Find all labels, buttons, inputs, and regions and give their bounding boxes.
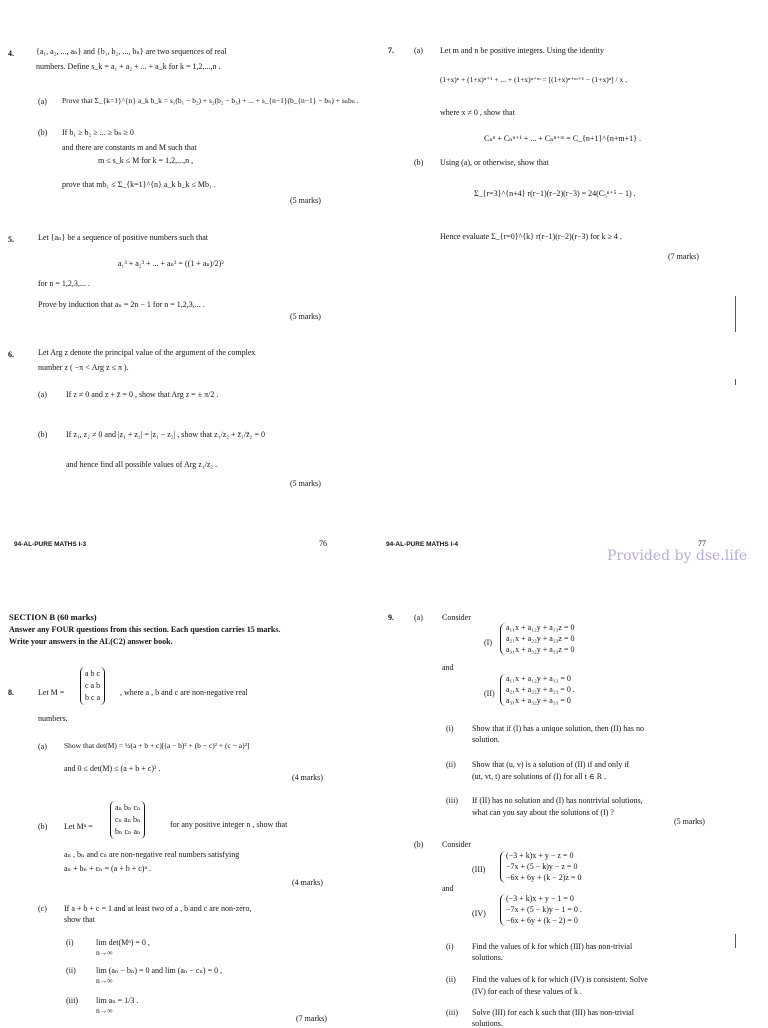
footer-left-code: 94-AL-PURE MATHS I-3 [14, 541, 87, 548]
matrix-row: c a b [85, 681, 101, 690]
q8ci-limsub: n→∞ [96, 948, 113, 957]
footer-left-page: 76 [319, 539, 327, 548]
q5-equation: a₁³ + a₂³ + ... + aₙ³ = ((1 + aₙ)/2)² [118, 259, 224, 268]
q7-number: 7. [388, 46, 394, 55]
q9-system-II [500, 674, 575, 706]
matrix-row: b c a [85, 693, 101, 702]
section-b-title: SECTION B (60 marks) [9, 612, 97, 622]
q9-system-IV [500, 894, 582, 926]
q5-marks: (5 marks) [290, 312, 321, 321]
q9-system-II-label: (II) [484, 689, 495, 698]
q8b-marks: (4 marks) [292, 878, 323, 887]
q6b-label: (b) [38, 430, 48, 439]
q9aiii-line2: what can you say about the solutions of (I) ? [472, 808, 614, 817]
q8ciii-label: (iii) [66, 996, 78, 1005]
q8b-line2: aₙ , bₙ and cₙ are non-negative real numbers satisfying [64, 850, 240, 859]
q9aii-label: (ii) [446, 760, 456, 769]
q6b-text2: and hence find all possible values of Arg z₁/z₂ . [66, 460, 218, 469]
scan-mark [735, 934, 736, 948]
q6-marks: (5 marks) [290, 479, 321, 488]
q9biii-line1: Solve (III) for each k such that (III) has non-trivial [472, 1008, 634, 1017]
equation: a₁₁x + a₁₂y + a₁₃ = 0 [506, 674, 571, 683]
q7b-line2: Hence evaluate Σ_{r=0}^{k} r(r−1)(r−2)(r−3) for k ≥ 4 . [440, 232, 622, 241]
q7a-line1: Let m and n be positive integers. Using the identity [440, 46, 604, 55]
q7a-line2: where x ≠ 0 , show that [440, 108, 515, 117]
scan-mark [735, 379, 736, 385]
q9-system-III [500, 851, 581, 883]
matrix-row: a b c [85, 669, 101, 678]
q9biii-line2: solutions. [472, 1019, 503, 1028]
equation: a₂₁x + a₂₂y + a₂₃z = 0 [506, 633, 575, 643]
q4a-label: (a) [38, 97, 47, 106]
matrix-row: aₙ bₙ cₙ [115, 803, 141, 812]
q6a-text: If z ≠ 0 and z + z̄ = 0 , show that Arg z = ± π/2 . [66, 390, 219, 399]
q9ai-label: (i) [446, 724, 454, 733]
q6a-label: (a) [38, 390, 47, 399]
section-b-line1: Answer any FOUR questions from this section. Each question carries 15 marks. [9, 625, 281, 634]
section-b-line2: Write your answers in the AL(C2) answer book. [9, 637, 173, 646]
q9biii-label: (iii) [446, 1008, 458, 1017]
q6b-text: If z₁, z₂ ≠ 0 and |z₁ + z₂| = |z₁ − z₂| , show that z₁/z₂ + z̄₁/z̄₂ = 0 [66, 430, 265, 439]
q9bii-line2: (IV) for each of these values of k . [472, 987, 582, 996]
footer-right-page: 77 [698, 539, 706, 548]
q7b-equation: Σ_{r=3}^{n+4} r(r−1)(r−2)(r−3) = 24(C₅ⁿ⁺⁵ − 1) . [474, 189, 636, 198]
q6-line1: Let Arg z denote the principal value of the argument of the complex [38, 348, 256, 357]
q9-number: 9. [388, 613, 394, 622]
q9-system-III-label: (III) [472, 865, 486, 874]
q7b-label: (b) [414, 158, 424, 167]
q5-number: 5. [8, 235, 14, 244]
q8a-line2: and 0 ≤ det(M) ≤ (a + b + c)³ . [64, 764, 161, 773]
q8a-marks: (4 marks) [292, 773, 323, 782]
q6-number: 6. [8, 350, 14, 359]
equation: (−3 + k)x + y − z = 0 [506, 851, 574, 860]
q8-intro-pre: Let M = [38, 688, 65, 697]
q4-intro-line1: {a₁, a₂, ..., aₙ} and {b₁, b₂, ..., bₙ} are two sequences of real [36, 47, 227, 56]
equation: −6x + 6y + (k − 2)z = 0 [506, 872, 582, 882]
q8ci-label: (i) [66, 938, 74, 947]
equation: a₃₁x + a₃₂y + a₃₃ = 0 [506, 695, 571, 705]
q9b-and: and [442, 884, 454, 893]
q9bii-label: (ii) [446, 975, 456, 984]
equation: −6x + 6y + (k − 2) = 0 [506, 915, 578, 925]
q8b-label: (b) [38, 822, 48, 831]
q4a-text: Prove that Σ_{k=1}^{n} a_k b_k = s₁(b₁ − b₂) + s₂(b₂ − b₃) + ... + s_{n−1}(b_{n−1} − bₙ) + sₙbₙ . [62, 96, 359, 105]
q9-system-I-label: (I) [484, 638, 492, 647]
q7a-identity: (1+x)ⁿ + (1+x)ⁿ⁺¹ + ... + (1+x)ⁿ⁺ᵐ = [(1+x)ⁿ⁺ᵐ⁺¹ − (1+x)ⁿ] / x , [440, 75, 627, 84]
q8c-line2: show that [64, 915, 95, 924]
q8b-pre: Let Mⁿ = [64, 822, 93, 831]
q4-number: 4. [8, 49, 14, 58]
q9aiii-label: (iii) [446, 796, 458, 805]
q8b-line3: aₙ + bₙ + cₙ = (a + b + c)ⁿ . [64, 864, 151, 873]
watermark: Provided by dse.life [607, 548, 748, 564]
q8c-marks: (7 marks) [296, 1014, 327, 1023]
q9aii-line2: (ut, vt, t) are solutions of (I) for all t ∈ R . [472, 772, 607, 781]
q5-line2: for n = 1,2,3,... . [38, 279, 90, 288]
q7-marks: (7 marks) [668, 252, 699, 261]
q4b-line4: prove that mb₁ ≤ Σ_{k=1}^{n} a_k b_k ≤ Mb₁ . [62, 180, 216, 189]
q8c-label: (c) [38, 904, 47, 913]
scan-mark [735, 296, 736, 332]
q9a-marks: (5 marks) [674, 817, 705, 826]
q5-line3: Prove by induction that aₙ = 2n − 1 for n = 1,2,3,... . [38, 300, 205, 309]
q4-intro-line2: numbers. Define s_k = a₁ + a₂ + ... + a_k for k = 1,2,...,n . [36, 62, 221, 71]
q9-system-I [500, 623, 574, 655]
q9bii-line1: Find the values of k for which (IV) is consistent. Solve [472, 975, 648, 984]
q8cii-limsub: n→∞ [96, 976, 113, 985]
q8ci-text: lim det(Mⁿ) = 0 , [96, 938, 150, 947]
q6-line2: number z ( −π < Arg z ≤ π ). [38, 363, 129, 372]
q9b-consider: Consider [442, 840, 471, 849]
q4b-line1: If b₁ ≥ b₂ ≥ ... ≥ bₙ ≥ 0 [62, 128, 134, 137]
q4b-label: (b) [38, 128, 48, 137]
q9a-and: and [442, 663, 454, 672]
q4-marks: (5 marks) [290, 196, 321, 205]
q8a-label: (a) [38, 742, 47, 751]
q7b-line1: Using (a), or otherwise, show that [440, 158, 549, 167]
q8ciii-text: lim aₙ = 1/3 . [96, 996, 139, 1005]
equation: a₂₁x + a₂₂y + a₂₃ = 0 . [506, 684, 575, 694]
q8-matrix-M [80, 667, 105, 705]
q8cii-text: lim (aₙ − bₙ) = 0 and lim (aₙ − cₙ) = 0 , [96, 966, 223, 975]
q9bi-line2: solutions. [472, 953, 503, 962]
q8-intro-post: , where a , b and c are non-negative real [120, 688, 248, 697]
equation: a₃₁x + a₃₂y + a₃₃z = 0 [506, 644, 575, 654]
q8b-matrix-Mn [110, 801, 145, 839]
q8-number: 8. [8, 688, 14, 697]
q4b-line2: and there are constants m and M such that [62, 143, 197, 152]
q8a-line1: Show that det(M) = ½(a + b + c)[(a − b)² + (b − c)² + (c − a)²] [64, 741, 250, 750]
q7a-label: (a) [414, 46, 423, 55]
q8b-post: for any positive integer n , show that [170, 820, 288, 829]
q9a-consider: Consider [442, 613, 471, 622]
footer-right-code: 94-AL-PURE MATHS I-4 [386, 541, 459, 548]
q5-line1: Let {aₙ} be a sequence of positive numbers such that [38, 233, 208, 242]
q4b-line3: m ≤ s_k ≤ M for k = 1,2,...,n , [98, 156, 194, 165]
matrix-row: bₙ cₙ aₙ [115, 827, 141, 836]
q9a-label: (a) [414, 613, 423, 622]
q9bi-line1: Find the values of k for which (III) has non-trivial [472, 942, 633, 951]
equation: a₁₁x + a₁₂y + a₁₃z = 0 [506, 623, 575, 632]
q8ciii-limsub: n→∞ [96, 1006, 113, 1015]
q9aii-line1: Show that (u, v) is a solution of (II) if and only if [472, 760, 630, 769]
q9ai-line1: Show that if (I) has a unique solution, then (II) has no [472, 724, 644, 733]
q8cii-label: (ii) [66, 966, 76, 975]
q9-system-IV-label: (IV) [472, 909, 486, 918]
q9aiii-line1: If (II) has no solution and (I) has nontrivial solutions, [472, 796, 643, 805]
q7a-result: Cₙⁿ + Cₙⁿ⁺¹ + ... + Cₙⁿ⁺ᵐ = C_{n+1}^{n+m+1} . [484, 134, 641, 143]
q8c-line1: If a + b + c = 1 and at least two of a , b and c are non-zero, [64, 904, 252, 913]
q9bi-label: (i) [446, 942, 454, 951]
q9ai-line2: solution. [472, 735, 500, 744]
equation: −7x + (5 − k)y − z = 0 [506, 861, 578, 871]
q9b-label: (b) [414, 840, 424, 849]
equation: −7x + (5 − k)y − 1 = 0 . [506, 904, 582, 914]
equation: (−3 + k)x + y − 1 = 0 [506, 894, 574, 903]
matrix-row: cₙ aₙ bₙ [115, 815, 141, 824]
q8-intro-line2: numbers. [38, 714, 68, 723]
